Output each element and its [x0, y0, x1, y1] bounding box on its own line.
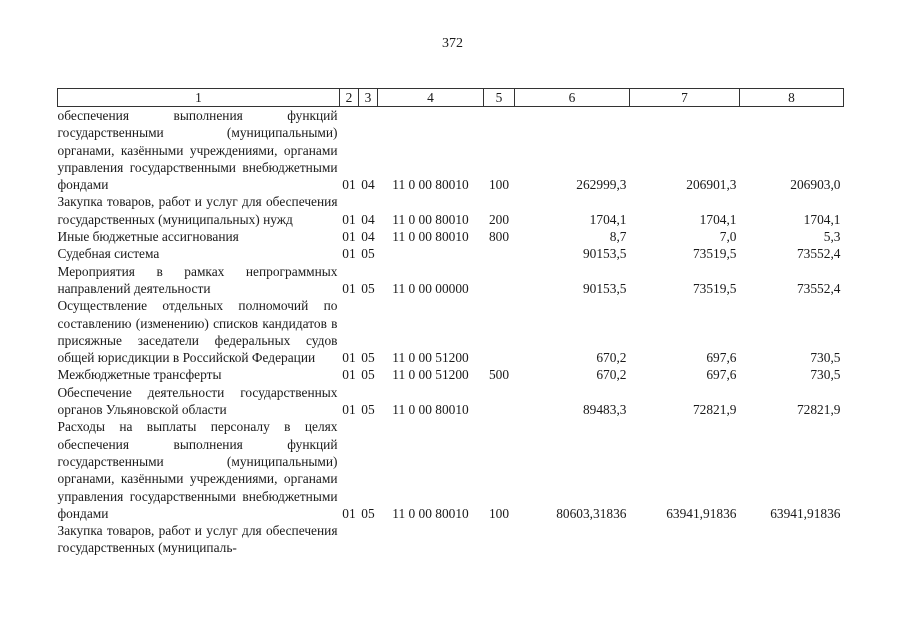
- header-col-5: 5: [484, 89, 515, 107]
- target-article-cell: 11 0 00 80010: [392, 177, 469, 193]
- table-row: [58, 193, 844, 228]
- table-row: [58, 418, 844, 522]
- row-name-cell: Иные бюджетные ассигнования: [57, 229, 239, 245]
- header-col-4: 4: [378, 89, 484, 107]
- amount-col-7-cell: 206901,3: [686, 177, 737, 193]
- table-row: [58, 366, 844, 383]
- subsection-code-cell: 05: [361, 246, 375, 262]
- amount-col-7-cell: [630, 522, 740, 557]
- subsection-code-cell: 04: [361, 229, 375, 245]
- table-row: [58, 522, 844, 557]
- amount-col-8-cell: 73552,4: [796, 246, 841, 262]
- section-code-cell: 01: [342, 367, 356, 383]
- section-code-cell: 01: [342, 505, 356, 521]
- amount-col-8-cell: 730,5: [810, 350, 841, 366]
- amount-col-8-cell: 206903,0: [790, 177, 841, 193]
- target-article-cell: 11 0 00 80010: [392, 402, 469, 418]
- expense-type-cell: [484, 245, 515, 262]
- amount-col-6-cell: 670,2: [596, 350, 627, 366]
- expense-type-cell: 200: [488, 211, 510, 227]
- section-code-cell: [340, 522, 359, 557]
- section-code-cell: 01: [342, 229, 356, 245]
- subsection-code-cell: 04: [361, 211, 375, 227]
- expense-type-cell: [484, 522, 515, 557]
- amount-col-8-cell: [740, 522, 844, 557]
- amount-col-7-cell: 63941,91836: [666, 505, 737, 521]
- amount-col-6-cell: 262999,3: [576, 177, 627, 193]
- header-col-6: 6: [515, 89, 630, 107]
- section-code-cell: 01: [342, 246, 356, 262]
- subsection-code-cell: [359, 522, 378, 557]
- section-code-cell: 01: [342, 350, 356, 366]
- subsection-code-cell: 05: [361, 367, 375, 383]
- header-col-7: 7: [630, 89, 740, 107]
- subsection-code-cell: 05: [361, 402, 375, 418]
- target-article-cell: 11 0 00 80010: [392, 229, 469, 245]
- header-col-2: 2: [340, 89, 359, 107]
- expense-type-cell: 500: [488, 367, 510, 383]
- row-name-cell: Закупка товаров, работ и услуг для обеспечения государственных (муниципаль-: [57, 523, 338, 556]
- table-row: [58, 228, 844, 245]
- target-article-cell: 11 0 00 51200: [392, 367, 469, 383]
- amount-col-7-cell: 73519,5: [692, 246, 737, 262]
- section-code-cell: 01: [342, 280, 356, 296]
- table-row: [58, 384, 844, 419]
- target-article-cell: [378, 522, 484, 557]
- table-body: [58, 107, 844, 557]
- table-row: [58, 107, 844, 194]
- amount-col-8-cell: 72821,9: [796, 402, 841, 418]
- amount-col-7-cell: 7,0: [719, 229, 737, 245]
- amount-col-7-cell: 697,6: [706, 350, 737, 366]
- section-code-cell: 01: [342, 211, 356, 227]
- amount-col-6-cell: [515, 522, 630, 557]
- table-header-row: [58, 89, 844, 107]
- expense-type-cell: [484, 263, 515, 298]
- expense-type-cell: [484, 297, 515, 366]
- expense-type-cell: 100: [488, 177, 510, 193]
- subsection-code-cell: 05: [361, 280, 375, 296]
- row-name-cell: обеспечения выполнения функций государственными (муниципальными) органами, казёнными учреждениями, органами управления государственными внебюджетными фондами: [57, 108, 338, 193]
- amount-col-6-cell: 90153,5: [582, 280, 627, 296]
- amount-col-8-cell: 73552,4: [796, 280, 841, 296]
- amount-col-8-cell: 1704,1: [803, 211, 841, 227]
- amount-col-6-cell: 1704,1: [589, 211, 627, 227]
- row-name-cell: Обеспечение деятельности государственных органов Ульяновской области: [57, 384, 338, 418]
- target-article-cell: 11 0 00 51200: [392, 350, 469, 366]
- amount-col-7-cell: 72821,9: [692, 402, 737, 418]
- row-name-cell: Судебная система: [57, 246, 160, 262]
- amount-col-6-cell: 90153,5: [582, 246, 627, 262]
- row-name-cell: Межбюджетные трансферты: [57, 367, 222, 383]
- amount-col-6-cell: 80603,31836: [556, 505, 627, 521]
- amount-col-8-cell: 5,3: [823, 229, 841, 245]
- subsection-code-cell: 04: [361, 177, 375, 193]
- table-row: [58, 263, 844, 298]
- row-name-cell: Расходы на выплаты персоналу в целях обеспечения выполнения функций государственными (муниципальными) органами, казёнными учреждениями, органами управления государственными внебюджетными фондами: [57, 419, 338, 521]
- subsection-code-cell: 05: [361, 350, 375, 366]
- header-col-3: 3: [359, 89, 378, 107]
- amount-col-7-cell: 73519,5: [692, 280, 737, 296]
- row-name-cell: Осуществление отдельных полномочий по составлению (изменению) списков кандидатов в присяжные заседатели федеральных судов общей юрисдикции в Российской Федерации: [57, 298, 338, 366]
- target-article-cell: 11 0 00 80010: [392, 211, 469, 227]
- amount-col-8-cell: 730,5: [810, 367, 841, 383]
- amount-col-6-cell: 8,7: [609, 229, 627, 245]
- table-row: [58, 245, 844, 262]
- section-code-cell: 01: [342, 402, 356, 418]
- row-name-cell: Мероприятия в рамках непрограммных направлений деятельности: [57, 263, 338, 296]
- amount-col-8-cell: 63941,91836: [770, 505, 841, 521]
- amount-col-7-cell: 1704,1: [699, 211, 737, 227]
- section-code-cell: 01: [342, 177, 356, 193]
- header-col-8: 8: [740, 89, 844, 107]
- row-name-cell: Закупка товаров, работ и услуг для обеспечения государственных (муниципальных) нужд: [57, 194, 338, 227]
- target-article-cell: [378, 245, 484, 262]
- target-article-cell: 11 0 00 80010: [392, 505, 469, 521]
- amount-col-6-cell: 89483,3: [582, 402, 627, 418]
- subsection-code-cell: 05: [361, 505, 375, 521]
- amount-col-7-cell: 697,6: [706, 367, 737, 383]
- page-number: 372: [442, 36, 463, 51]
- header-col-1: 1: [58, 89, 340, 107]
- target-article-cell: 11 0 00 00000: [392, 280, 469, 296]
- budget-table: [57, 88, 844, 557]
- expense-type-cell: 100: [488, 505, 510, 521]
- amount-col-6-cell: 670,2: [596, 367, 627, 383]
- expense-type-cell: 800: [488, 229, 510, 245]
- table-row: [58, 297, 844, 366]
- expense-type-cell: [484, 384, 515, 419]
